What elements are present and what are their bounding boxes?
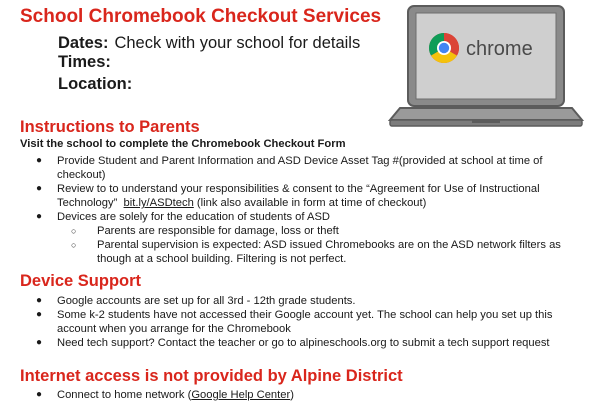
instructions-heading: Instructions to Parents (20, 118, 200, 136)
dates-field (58, 34, 360, 53)
list-item: ● Need tech support? Contact the teacher or go to alpineschools.org to submit a tech support request (36, 337, 550, 349)
chrome-screen-text: chrome (466, 38, 533, 60)
bullet-icon: ● (36, 309, 43, 320)
internet-list (0, 388, 590, 402)
circle-bullet-icon: ○ (71, 240, 77, 250)
bullet-icon: ● (36, 155, 43, 166)
dates-label: Dates: (58, 34, 109, 52)
bullet-icon: ● (36, 295, 43, 306)
location-field (58, 75, 138, 94)
chrome-logo-icon (429, 33, 459, 63)
device-support-list (0, 294, 590, 350)
list-item: ● Some k-2 students have not accessed their Google account yet. The school can help you set up this account when you arrange for the Chromebook (36, 309, 553, 335)
location-label: Location: (58, 75, 133, 93)
list-item: ● Review to to understand your responsibilities & consent to the “Agreement for Use of Instructional Technology” bit.ly/ASDtech (link also available in form at time of checkout) (36, 183, 540, 209)
list-item: ● Connect to home network (Google Help Center) (36, 389, 294, 401)
list-item: ● Google accounts are set up for all 3rd - 12th grade students. (36, 295, 356, 307)
bullet-icon: ● (36, 337, 43, 348)
google-help-center-link[interactable]: Google Help Center (191, 389, 291, 401)
sub-list-item: ○ Parents are responsible for damage, loss or theft (71, 225, 339, 237)
laptop-icon (386, 4, 586, 132)
sub-list-item: ○ Parental supervision is expected: ASD issued Chromebooks are on the ASD network filters as though at a school building. Filtering is not perfect. (71, 239, 561, 265)
dates-value: Check with your school for details (114, 34, 361, 52)
bullet-icon: ● (36, 211, 43, 222)
times-label: Times: (58, 53, 111, 71)
device-support-heading: Device Support (20, 272, 142, 290)
circle-bullet-icon: ○ (71, 226, 77, 236)
internet-heading: Internet access is not provided by Alpine District (20, 367, 403, 385)
bullet-icon: ● (36, 183, 43, 194)
times-field (58, 53, 117, 72)
list-item: ● Devices are solely for the education of students of ASD ○ Parents are responsible for damage, loss or theft ○ Parental supervision is expected: ASD issued Chromebooks are on the ASD network filters as though at a school building. Filtering is not perfect. (0, 210, 590, 266)
instructions-subheading: Visit the school to complete the Chromebook Checkout Form (20, 138, 346, 150)
instructions-list (0, 154, 590, 266)
list-item: ● Provide Student and Parent Information and ASD Device Asset Tag #(provided at school at time of checkout) (36, 155, 543, 181)
bullet-icon: ● (36, 389, 43, 400)
page-title: School Chromebook Checkout Services (20, 6, 382, 27)
asd-tech-link[interactable]: bit.ly/ASDtech (123, 197, 194, 209)
